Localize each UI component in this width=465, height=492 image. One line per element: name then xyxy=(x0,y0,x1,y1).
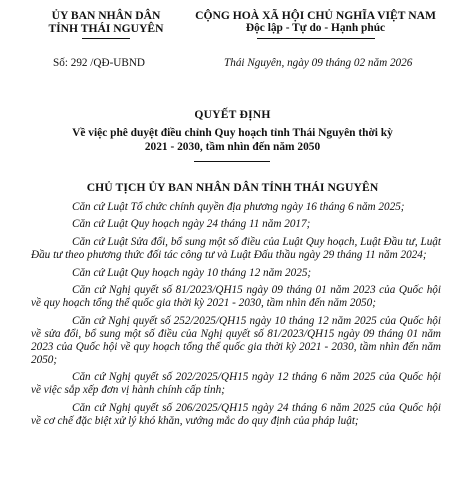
subject-line-1: Về việc phê duyệt điều chỉnh Quy hoạch tỉnh Thái Nguyên thời kỳ xyxy=(72,127,393,139)
issuing-agency-header xyxy=(32,9,180,39)
national-motto: Độc lập - Tự do - Hạnh phúc xyxy=(245,22,386,34)
legal-basis-item: Căn cứ Nghị quyết số 81/2023/QH15 ngày 09 tháng 01 năm 2023 của Quốc hội về quy hoạch tổng thể quốc gia thời kỳ 2021 - 2030, tầm nhìn đến năm 2050; xyxy=(31,284,441,310)
legal-basis-item: Căn cứ Luật Sửa đổi, bổ sung một số điều của Luật Quy hoạch, Luật Đầu tư, Luật Đầu tư theo phương thức đối tác công tư và Luật Đấu thầu ngày 29 tháng 11 năm 2024; xyxy=(31,235,441,262)
legal-basis-item: Căn cứ Luật Quy hoạch ngày 10 tháng 12 năm 2025; xyxy=(72,266,312,279)
subject-line-2: 2021 - 2030, tầm nhìn đến năm 2050 xyxy=(144,141,321,153)
document-subject xyxy=(36,126,429,154)
legal-basis-item: Căn cứ Nghị quyết số 202/2025/QH15 ngày 12 tháng 6 năm 2025 của Quốc hội về việc sắp xếp đơn vị hành chính cấp tỉnh; xyxy=(31,371,441,397)
legal-basis-item: Căn cứ Nghị quyết số 206/2025/QH15 ngày 24 tháng 6 năm 2025 của Quốc hội về cơ chế đặc biệt xử lý khó khăn, vướng mắc do quy định của pháp luật; xyxy=(31,401,441,428)
document-number: Số: 292 /QĐ-UBND xyxy=(53,57,145,69)
national-motto-header xyxy=(188,9,443,39)
agency-name-line2: TỈNH THÁI NGUYÊN xyxy=(48,22,164,35)
legal-basis-item: Căn cứ Nghị quyết số 252/2025/QH15 ngày 10 tháng 12 năm 2025 của Quốc hội về sửa đổi, bổ sung một số điều của Nghị quyết số 81/2023/QH15 ngày 09 tháng 01 năm 2023 của Quốc hội về quy hoạch tổng thể quốc gia thời kỳ 2021 - 2030, tầm nhìn đến năm 2050; xyxy=(31,314,441,366)
agency-underline xyxy=(82,38,130,39)
subject-underline xyxy=(194,161,270,162)
issuer-title: CHỦ TỊCH ỦY BAN NHÂN DÂN TỈNH THÁI NGUYÊN xyxy=(86,181,379,194)
agency-name-line1: ỦY BAN NHÂN DÂN xyxy=(51,9,161,22)
motto-underline xyxy=(257,38,375,39)
legal-bases xyxy=(31,201,441,433)
document-title: QUYẾT ĐỊNH xyxy=(194,108,271,121)
legal-basis-item: Căn cứ Luật Quy hoạch ngày 24 tháng 11 năm 2017; xyxy=(72,218,311,231)
country-name: CỘNG HOÀ XÃ HỘI CHỦ NGHĨA VIỆT NAM xyxy=(195,9,436,22)
place-and-date: Thái Nguyên, ngày 09 tháng 02 năm 2026 xyxy=(224,57,413,69)
legal-basis-item: Căn cứ Luật Tổ chức chính quyền địa phương ngày 16 tháng 6 năm 2025; xyxy=(72,201,405,213)
